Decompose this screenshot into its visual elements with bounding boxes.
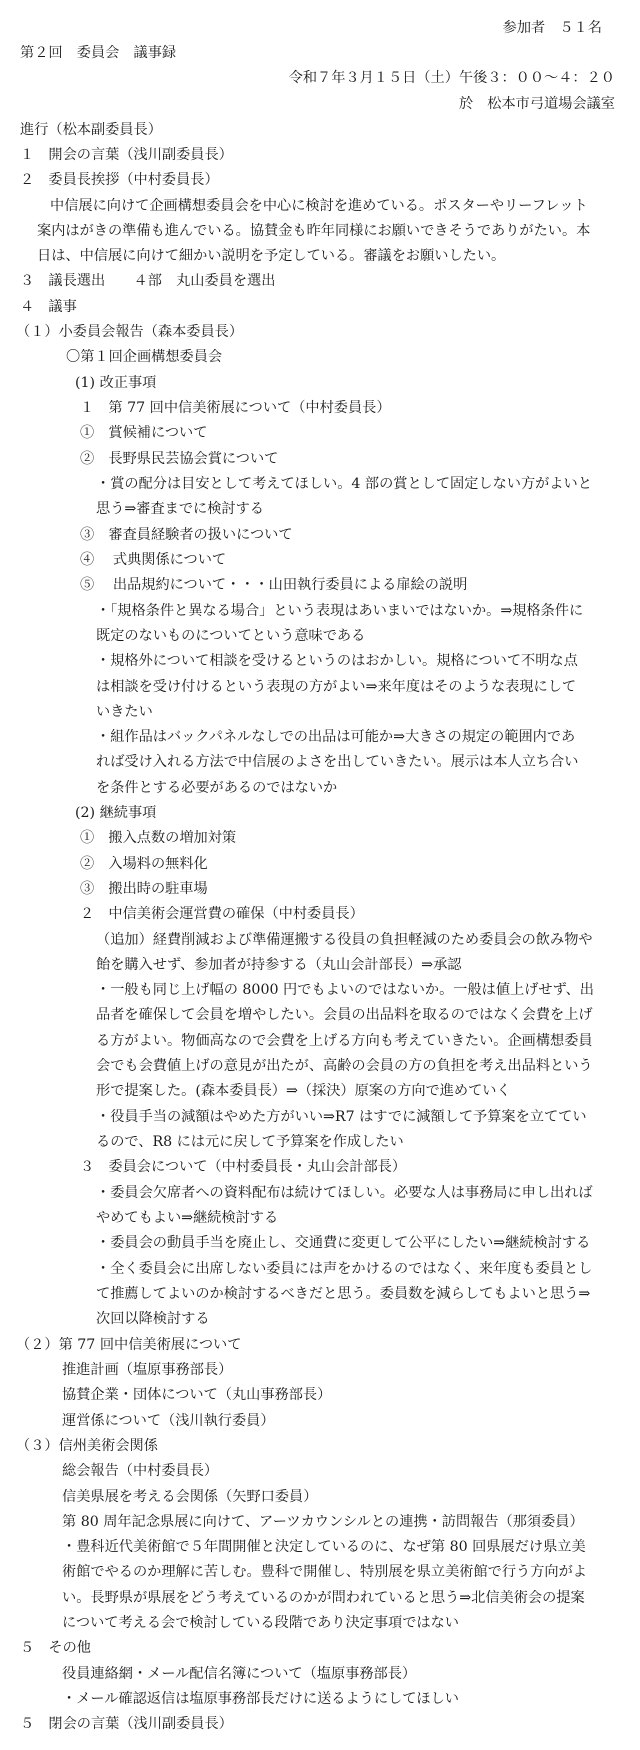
list-item: ④ 式典関係について (80, 552, 227, 568)
note-text: ・賞の配分は目安として考えてほしい。4 部の賞として固定しない方がよいと (96, 476, 592, 492)
note-text: ・組作品はバックパネルなしでの出品は可能か⇒大きさの規定の範囲内であ (96, 729, 576, 745)
chair-line: 進行（松本副委員長） (20, 122, 162, 138)
greeting-text: 日は、中信展に向けて細かい説明を予定している。審議をお願いしたい。 (37, 248, 506, 264)
meeting-datetime: 令和７年３月１５日（土）午後３：００～４：２０ (288, 70, 615, 86)
note-text: 会でも会費値上げの意見が出たが、高齢の会員の方の負担を考え出品料という (96, 1058, 593, 1074)
list-item: 総会報告（中村委員長） (62, 1463, 219, 1479)
agenda-item-other: ５ その他 (20, 1640, 91, 1656)
topic-operating-costs: ２ 中信美術会運営費の確保（中村委員長） (80, 906, 364, 922)
note-text: ・規格外について相談を受けるというのはおかしい。規格について不明な点 (96, 653, 578, 669)
note-text: 次回以降検討する (96, 1311, 210, 1327)
subsection-revisions: (1) 改正事項 (75, 375, 157, 391)
list-item: 役員連絡網・メール配信名簿について（塩原事務部長） (62, 1666, 417, 1682)
section-subcommittee-report: （１）小委員会報告（森本委員長） (16, 324, 244, 340)
note-text: ・一般も同じ上げ幅の 8000 円でもよいのではないか。一般は値上げせず、出 (96, 982, 594, 998)
list-item: ③ 搬出時の駐車場 (80, 881, 208, 897)
note-text: る方がよい。物価高なので会費を上げる方向も考えていきたい。企画構想委員 (96, 1033, 593, 1049)
note-text: ・「規格条件と異なる場合」という表現はあいまいではないか。⇒規格条件に (96, 603, 584, 619)
agenda-item-opening: １ 開会の言葉（浅川副委員長） (20, 147, 233, 163)
note-text: い。長野県が県展をどう考えているのかが問われていると思う⇒北信美術会の提案 (62, 1590, 585, 1606)
list-item: 推進計画（塩原事務部長） (62, 1362, 233, 1378)
note-text: 形で提案した。(森本委員長）⇒（採決）原案の方向で進めていく (96, 1083, 511, 1099)
note-text: やめてもよい⇒継続検討する (96, 1210, 279, 1226)
agenda-item-chair-election: ３ 議長選出 ４部 丸山委員を選出 (20, 273, 276, 289)
list-item: ② 入場料の無料化 (80, 856, 208, 872)
note-text: ・メール確認返信は塩原事務部長だけに送るようにしてほしい (62, 1691, 459, 1707)
note-text: 術館でやるのか理解に苦しむ。豊科で開催し、特別展を県立美術館で行う方向がよ (62, 1564, 587, 1580)
meeting-venue: 於 松本市弓道場会議室 (458, 96, 615, 112)
list-item: ① 賞候補について (80, 425, 208, 441)
list-item: 信美県展を考える会関係（矢野口委員） (62, 1489, 318, 1505)
subsection-continuing: (2) 継続事項 (75, 805, 157, 821)
note-text: いきたい (96, 704, 153, 720)
list-item: ⑤ 出品規約について・・・山田執行委員による扉絵の説明 (80, 577, 468, 593)
note-text: は相談を受け付けるという表現の方がよい⇒来年度はそのような表現にして (96, 679, 577, 695)
note-text: れば受け入れる方法で中信展のよさを出していきたい。展示は本人立ち合い (96, 754, 579, 770)
note-text: るので、R8 には元に戻して予算案を作成したい (96, 1134, 404, 1150)
committee-heading: 〇第１回企画構想委員会 (66, 349, 223, 365)
section-shinshu-art: （３）信州美術会関係 (16, 1438, 158, 1454)
list-item: ② 長野県民芸協会賞について (80, 451, 279, 467)
note-text: 思う⇒審査までに検討する (96, 501, 264, 517)
note-text: 既定のないものについてという意味である (96, 628, 366, 644)
note-text: ・委員会の動員手当を廃止し、交通費に変更して公平にしたい⇒継続検討する (96, 1235, 591, 1251)
note-text: て推薦してよいのか検討するべきだと思う。委員数を減らしてもよいと思う⇒ (96, 1286, 591, 1302)
agenda-item-proceedings: ４ 議事 (20, 299, 77, 315)
agenda-item-closing: ５ 閉会の言葉（浅川副委員長） (20, 1716, 233, 1732)
note-text: ・全く委員会に出席しない委員には声をかけるのではなく、来年度も委員とし (96, 1261, 593, 1277)
note-text: ・委員会欠席者への資料配布は続けてほしい。必要な人は事務局に申し出れば (96, 1185, 593, 1201)
note-text: ・豊科近代美術館で５年間開催と決定しているのに、なぜ第 80 回県展だけ県立美 (62, 1539, 586, 1555)
note-text: について考える会で検討している段階であり決定事項ではない (62, 1615, 459, 1631)
note-text: 飴を購入せず、参加者が持参する（丸山会計部長）⇒承認 (96, 957, 462, 973)
note-text: を条件とする必要があるのではないか (96, 780, 338, 796)
list-item: 協賛企業・団体について（丸山事務部長） (62, 1387, 332, 1403)
greeting-text: 中信展に向けて企画構想委員会を中心に検討を進めている。ポスターやリーフレット (50, 198, 588, 214)
topic-77th-exhibition: １ 第 77 回中信美術展について（中村委員長） (80, 400, 391, 416)
list-item: ③ 審査員経験者の扱いについて (80, 527, 293, 543)
note-text: （追加）経費削減および準備運搬する役員の負担軽減のため委員会の飲み物や (96, 932, 593, 948)
document-title: 第２回 委員会 議事録 (20, 45, 177, 61)
section-77th-exhibition: （２）第 77 回中信美術展について (16, 1337, 242, 1353)
agenda-item-greeting: ２ 委員長挨拶（中村委員長） (20, 172, 219, 188)
topic-committee: ３ 委員会について（中村委員長・丸山会計部長） (80, 1159, 407, 1175)
list-item: ① 搬入点数の増加対策 (80, 830, 237, 846)
note-text: ・役員手当の減額はやめた方がいい⇒R7 はすでに減額して予算案を立ててい (96, 1109, 587, 1125)
attendance-count: 参加者 ５１名 (502, 20, 602, 36)
greeting-text: 案内はがきの準備も進んでいる。協賛金も昨年同様にお願いできそうでありがたい。本 (37, 223, 591, 239)
note-text: 品者を確保して会員を増やしたい。会員の出品料を取るのではなく会費を上げ (96, 1007, 593, 1023)
list-item: 第 80 周年記念県展に向けて、アーツカウンシルとの連携・訪問報告（那須委員） (62, 1514, 584, 1530)
list-item: 運営係について（浅川執行委員） (62, 1413, 275, 1429)
